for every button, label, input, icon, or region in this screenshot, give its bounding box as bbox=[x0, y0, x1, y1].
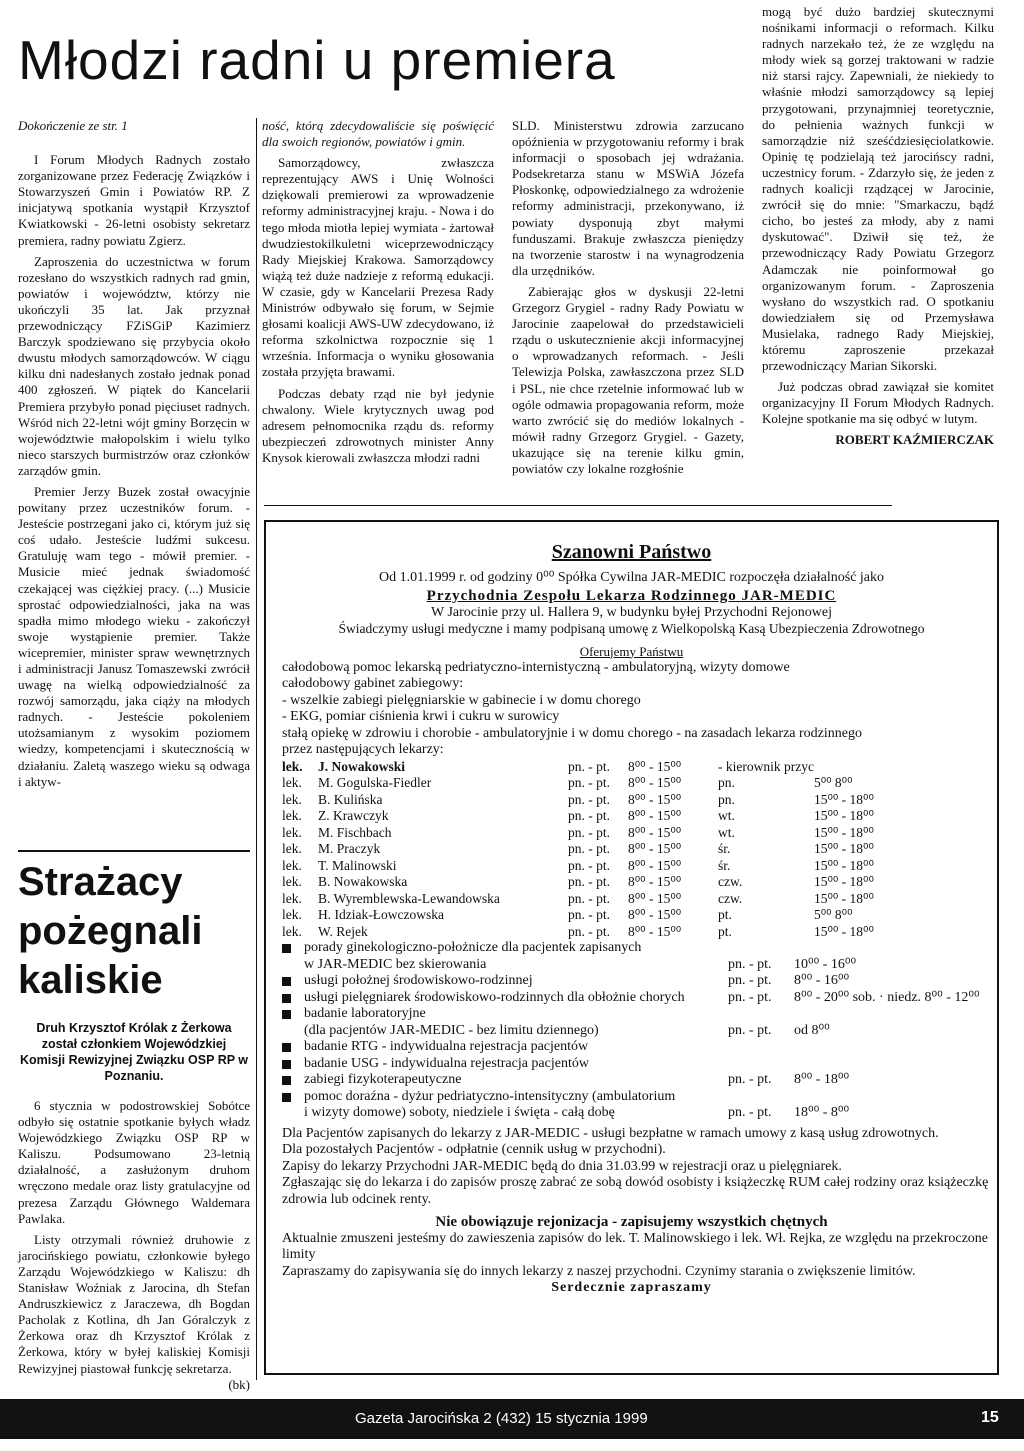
doctor-title: lek. bbox=[282, 758, 303, 774]
doctor-hours: 8⁰⁰ - 15⁰⁰ bbox=[628, 824, 682, 840]
article-paragraph: mogą być dużo bardziej skutecznymi nośnikami informacji o reformach. Kilku radnych narzekało też, że ze względu na młody wiek są gorzej traktowani w radzie niż starsi rajcy. Zapewniali, że niekiedy to właśnie młodzi samorządowcy są lepiej przygotowani, przynajmniej teoretycznie, do pełnienia ważnych funkcji w samorządzie niż sześćdziesięciolatkowie. Opinię tę podzielają też jarocińscy radni, uczestnicy forum. - Zdarzyło się, że jeden z radnych koalicji rządzącej w Jarocinie, zwrócił się do mnie: "Smarkaczu, bądź cicho, bo jesteś za młody, aby z nami dyskutować". Dziwił się też, że przewodniczący Rady Powiatu Grzegorz Adamczak nie poinformował go organizowanym forum. - Zaproszenia wysłano do wszystkich rad. O spotkaniu dowiedziałem się od Przemysława Musielaka, radnego Rady Miejskiej, któremu zaproszenie przekazał przewodniczący Marian Sikorski. bbox=[762, 4, 994, 374]
doctor-hours: 8⁰⁰ - 15⁰⁰ bbox=[628, 808, 682, 823]
extra-days: wt. bbox=[718, 808, 735, 823]
service-days bbox=[728, 1089, 794, 1106]
note-line: Zapisy do lekarzy Przychodni JAR-MEDIC będą do dnia 31.03.99 w rejestracji oraz u pielęgniarek. bbox=[282, 1158, 842, 1174]
doctor-row bbox=[282, 858, 914, 875]
doctor-name: W. Rejek bbox=[318, 923, 368, 939]
left-column bbox=[18, 118, 250, 795]
doctor-days: pn. - pt. bbox=[568, 791, 610, 807]
dateline: Dokończenie ze str. 1 bbox=[18, 118, 128, 133]
doctor-row bbox=[282, 825, 914, 842]
service-text: badanie laboratoryjne bbox=[304, 1006, 426, 1021]
doctor-hours: 8⁰⁰ - 15⁰⁰ bbox=[628, 791, 682, 807]
service-item bbox=[282, 990, 982, 1007]
article-paragraph: Listy otrzymali również druhowie z jarocińskiego powiatu, członkowie byłego Zarządu Wojewódzkiego w Kaliszu: dh Stanisław Woźniak z Jarocina, dh Stefan Andruszkiewicz z Jaraczewa, dh Bogdan Pacholak z Kotlina, dh Jan Góralczyk z Żerkowa oraz dh Krzysztof Królak z Żerkowa, który w byłej kaliskiej Komisji Rewizyjnej piastował funkcję sekretarza. bbox=[18, 1231, 250, 1376]
doctor-name: Z. Krawczyk bbox=[318, 808, 389, 823]
doctor-name: B. Nowakowska bbox=[318, 874, 408, 889]
doctor-row bbox=[282, 792, 914, 809]
service-text: (dla pacjentów JAR-MEDIC - bez limitu dziennego) bbox=[304, 1022, 599, 1038]
service-days: pn. - pt. bbox=[728, 1105, 772, 1120]
byline: ROBERT KAŹMIERCZAK bbox=[835, 432, 994, 448]
service-item bbox=[282, 1089, 982, 1106]
doctor-name: M. Praczyk bbox=[318, 841, 381, 856]
offer-line: całodobową pomoc lekarską pedriatyczno-internistyczną - ambulatoryjną, wizyty domowe bbox=[282, 659, 790, 675]
doctor-row bbox=[282, 759, 914, 776]
doctor-days: pn. - pt. bbox=[568, 824, 610, 840]
service-days: pn. - pt. bbox=[728, 1072, 772, 1087]
service-hours: od 8⁰⁰ bbox=[794, 1022, 830, 1038]
service-text: w JAR-MEDIC bez skierowania bbox=[304, 956, 487, 972]
offer-list bbox=[282, 660, 997, 759]
note-line: Zgłaszając się do lekarza i do zapisów proszę zabrać ze sobą dowód osobisty i książeczkę RUM całej rodziny oraz książeczkę zdrowia lub odcinek renty. bbox=[282, 1175, 989, 1207]
extra-days: pt. bbox=[718, 907, 732, 922]
doctor-title: lek. bbox=[282, 857, 302, 873]
contract-info: Świadczymy usługi medyczne i mamy podpisaną umowę z Wielkopolską Kasą Ubezpieczenia Zdrowotnego bbox=[338, 621, 925, 636]
article-paragraph: Zabierając głos w dyskusji 22-letni Grzegorz Grygiel - radny Rady Powiatu w Jarocinie zaapelował do przedstawicieli rządu o uskutecznienie akcji informacyjnej o wprowadzanych reformach. - Jeśli Telewizja Polska, zawłaszczona przez SLD i PSL, nie chce rzetelnie informować lub w ogóle odmawia propagowania reform, może warto zwrócić się do mediów lokalnych - mówił radny Grzegorz Grygiel. - Gazety, ukazujące się na terenie kilku gmin, powiatów czy lokalne rozgłośnie bbox=[512, 283, 744, 476]
doctor-title: lek. bbox=[282, 824, 302, 840]
article-paragraph: ność, którą zdecydowaliście się poświęcić dla swoich regionów, powiatów i gmin. bbox=[262, 118, 494, 150]
extra-days: czw. bbox=[718, 890, 743, 906]
service-text: usługi położnej środowiskowo-rodzinnej bbox=[304, 973, 533, 988]
column-divider bbox=[256, 118, 257, 1380]
extra-hours bbox=[814, 759, 914, 776]
service-hours: 18⁰⁰ - 8⁰⁰ bbox=[794, 1105, 850, 1120]
article-paragraph: Już podczas obrad zawiązał sie komitet organizacyjny II Forum Młodych Radnych. Kolejne spotkanie ma się odbyć w lutym. bbox=[762, 379, 994, 427]
doctor-days: pn. - pt. bbox=[568, 857, 610, 873]
extra-hours: 5⁰⁰ 8⁰⁰ bbox=[813, 775, 853, 790]
doctor-hours: 8⁰⁰ - 15⁰⁰ bbox=[628, 841, 682, 856]
doctor-title: lek. bbox=[282, 841, 302, 856]
doctor-title: lek. bbox=[282, 907, 302, 922]
article-paragraph: Podczas debaty rząd nie był jedynie chwalony. Wiele krytycznych uwag pod adresem pełnomocnika rządu ds. reformy ubezpieczeń zdrowotnych minister Anny Knysok kierowali zwłaszcza młodzi radni bbox=[262, 385, 494, 465]
square-bullet-icon bbox=[282, 944, 291, 953]
doctor-name: J. Nowakowski bbox=[318, 758, 406, 774]
square-bullet-icon bbox=[282, 1010, 291, 1019]
service-text: zabiegi fizykoterapeutyczne bbox=[304, 1072, 462, 1087]
doctor-hours: 8⁰⁰ - 15⁰⁰ bbox=[628, 758, 682, 774]
extra-hours: 15⁰⁰ - 18⁰⁰ bbox=[813, 890, 874, 906]
jar-medic-advertisement bbox=[264, 520, 999, 1375]
doctor-days: pn. - pt. bbox=[568, 808, 610, 823]
doctor-row bbox=[282, 891, 914, 908]
service-item bbox=[282, 1072, 982, 1089]
service-item bbox=[282, 1056, 982, 1073]
extra-hours: 5⁰⁰ 8⁰⁰ bbox=[813, 907, 853, 922]
doctor-schedule-table bbox=[282, 759, 914, 941]
square-bullet-icon bbox=[282, 1076, 291, 1085]
doctor-days: pn. - pt. bbox=[568, 923, 610, 939]
service-days: pn. - pt. bbox=[728, 956, 772, 972]
service-item bbox=[282, 973, 982, 990]
extra-days: pt. bbox=[718, 923, 732, 939]
doctor-hours: 8⁰⁰ - 15⁰⁰ bbox=[628, 890, 682, 906]
closing-lines bbox=[282, 1231, 997, 1281]
service-text: badanie RTG - indywidualna rejestracja pacjentów bbox=[304, 1039, 589, 1054]
service-hours: 8⁰⁰ - 18⁰⁰ bbox=[794, 1072, 850, 1087]
doctor-title: lek. bbox=[282, 808, 302, 823]
doctor-name: B. Wyremblewska-Lewandowska bbox=[318, 890, 500, 906]
page-footer bbox=[0, 1399, 1024, 1439]
doctor-name: B. Kulińska bbox=[318, 791, 383, 807]
doctor-name: M. Fischbach bbox=[318, 824, 392, 840]
service-hours: 10⁰⁰ - 16⁰⁰ bbox=[794, 956, 857, 972]
extra-hours: 15⁰⁰ - 18⁰⁰ bbox=[813, 824, 874, 840]
page-number: 15 bbox=[981, 1409, 999, 1426]
service-days: pn. - pt. bbox=[728, 1022, 772, 1038]
doctor-row bbox=[282, 874, 914, 891]
closing-line: Aktualnie zmuszeni jesteśmy do zawieszenia zapisów do lek. T. Malinowskiego i lek. Wł. Rejka, ze względu na przekroczone limity bbox=[282, 1230, 988, 1262]
doctor-hours: 8⁰⁰ - 15⁰⁰ bbox=[628, 775, 682, 790]
square-bullet-icon bbox=[282, 1043, 291, 1052]
author-signature: (bk) bbox=[228, 1376, 250, 1392]
section-divider bbox=[264, 505, 892, 506]
service-text: badanie USG - indywidualna rejestracja pacjentów bbox=[304, 1055, 589, 1071]
doctor-hours: 8⁰⁰ - 15⁰⁰ bbox=[628, 874, 682, 889]
fourth-column bbox=[762, 4, 994, 449]
doctor-name: T. Malinowski bbox=[318, 857, 397, 873]
offer-line: całodobowy gabinet zabiegowy: bbox=[282, 676, 464, 691]
doctor-name: H. Idziak-Łowczowska bbox=[318, 907, 444, 922]
second-article-lead: Druh Krzysztof Królak z Żerkowa został członkiem Wojewódzkiej Komisji Rewizyjnej Związku OSP RP w Poznaniu. bbox=[19, 1021, 249, 1083]
service-text: pomoc doraźna - dyżur pedriatyczno-intensityczny (ambulatorium bbox=[304, 1088, 676, 1104]
article-paragraph: Samorządowcy, zwłaszcza reprezentujący AWS i Unię Wolności dziękowali premierowi za wprowadzenie reformy administracyjnej kraju. - Nowa i do tego młoda miotła lepiej wymiata - żartował dwudziestokilkuletni wiceprzewodniczący Rady Miejskiej Krakowa. Samorządowcy wiążą też duże nadzieje z reformą edukacji. W czasie, gdy w Kancelarii Prezesa Rady Ministrów odbywało się forum, w Sejmie głosami koalicji AWS-UW zdecydowano, iż reforma szkolnictwa rozpocznie się 1 września. Informacja o wyniku głosowania została przyjęta brawami. bbox=[262, 155, 494, 380]
doctor-row bbox=[282, 808, 914, 825]
offer-line: przez następujących lekarzy: bbox=[282, 742, 444, 757]
extra-days: śr. bbox=[718, 857, 731, 873]
doctor-days: pn. - pt. bbox=[568, 907, 610, 922]
doctor-title: lek. bbox=[282, 874, 302, 889]
article-paragraph: SLD. Ministerstwu zdrowia zarzucano opóźnienia w przygotowaniu reformy i brak informacji o sposobach jej wdrażania. Podsekretarza stanu w MSWiA Józefa Płoskonkę, odpowiedzialnego za wdrożenie reformy administracji, przekonywano, iż powiaty dysponują zbyt małymi funduszami. Brakuje zwłaszcza pieniędzy na tworzenie starostw i na wynagrodzenia dla urzędników. bbox=[512, 118, 744, 278]
note-line: Dla Pacjentów zapisanych do lekarzy z JAR-MEDIC - usługi bezpłatne w ramach umowy z kasą usług zdrowotnych. bbox=[282, 1125, 939, 1141]
notes bbox=[282, 1126, 997, 1209]
doctor-row bbox=[282, 841, 914, 858]
square-bullet-icon bbox=[282, 1093, 291, 1102]
second-article-headline: Strażacy pożegnali kaliskie bbox=[18, 860, 203, 1002]
service-item bbox=[282, 1006, 982, 1023]
service-days: pn. - pt. bbox=[728, 973, 772, 988]
doctor-name: M. Gogulska-Fiedler bbox=[318, 775, 432, 790]
service-item bbox=[282, 1039, 982, 1056]
doctor-days: pn. - pt. bbox=[568, 758, 610, 774]
second-article-body bbox=[18, 1020, 250, 1393]
article-paragraph: Zaproszenia do uczestnictwa w forum rozesłano do wszystkich radnych rad gmin, powiatów i województw, którzy nie ukończyli 35 lat. Jak przyznał przewodniczący FZiSGiP Kazimierz Barczyk spodziewano się przybycia około dwustu młodych samorządowców. W ciągu kilku dni nadesłanych zostało jednak ponad 400 zgłoszeń. W piątek do Kancelarii Premiera przybyło ponad pięciuset radnych. Wśród nich 22-letni wójt gminy Borzęcin w województwie małopolskim i wielu tylko nieco starszych burmistrzów oraz członków zarządów gmin. bbox=[18, 253, 250, 478]
service-item bbox=[282, 1023, 982, 1040]
square-bullet-icon bbox=[282, 994, 291, 1003]
article-paragraph: 6 stycznia w podostrowskiej Sobótce odbyło się ostatnie spotkanie byłych władz Wojewódzkiego Związku OSP RP w Kaliszu. Podsumowano 23-letnią działalność, a zasłużonym druhom wręczono medale oraz listy gratulacyjne od prezesa Zarządu Głównego Waldemara Pawlaka. bbox=[18, 1098, 250, 1226]
doctor-days: pn. - pt. bbox=[568, 841, 610, 856]
services-list bbox=[282, 940, 982, 1122]
clinic-address: W Jarocinie przy ul. Hallera 9, w budynku byłej Przychodni Rejonowej bbox=[431, 604, 832, 620]
extra-hours: 15⁰⁰ - 18⁰⁰ bbox=[813, 874, 874, 889]
service-hours: 8⁰⁰ - 16⁰⁰ bbox=[794, 973, 850, 988]
offer-line: - EKG, pomiar ciśnienia krwi i cukru w surowicy bbox=[282, 709, 560, 724]
extra-hours: 15⁰⁰ - 18⁰⁰ bbox=[813, 841, 874, 856]
doctor-title: lek. bbox=[282, 923, 302, 939]
second-article bbox=[18, 858, 258, 1005]
offer-line: - wszelkie zabiegi pielęgniarskie w gabinecie i w domu chorego bbox=[282, 692, 641, 708]
rejonizacja-heading: Nie obowiązuje rejonizacja - zapisujemy wszystkich chętnych bbox=[435, 1214, 828, 1230]
service-hours: 8⁰⁰ - 20⁰⁰ sob. · niedz. 8⁰⁰ - 12⁰⁰ bbox=[794, 989, 980, 1005]
extra-days: - kierownik przyc bbox=[718, 758, 814, 774]
service-days bbox=[728, 1056, 794, 1073]
offer-heading: Oferujemy Państwu bbox=[579, 643, 684, 659]
middle-column bbox=[262, 118, 494, 471]
note-line: Dla pozostałych Pacjentów - odpłatnie (cennik usług w przychodni). bbox=[282, 1142, 666, 1157]
service-item bbox=[282, 1105, 982, 1122]
extra-days: pn. bbox=[718, 791, 735, 807]
extra-hours: 15⁰⁰ - 18⁰⁰ bbox=[813, 808, 874, 823]
article-paragraph: Premier Jerzy Buzek został owacyjnie powitany przez uczestników forum. - Jesteście postrzegani jako ci, którym już się coś udało. Jesteście ludźmi sukcesu. Gratuluję wam tego - mówił premier. - Musicie mieć jednak świadomość czekającej was ciężkiej pracy. (...) Musicie sprostać odpowiedzialności, jaka na was spadła mimo młodego wieku - zakończył swoje wystąpienie premier. Także wicepremier, minister spraw wewnętrznych i administracji Janusz Tomaszewski zwrócił uwagę na wielką odpowiedzialność za rozwój samorządu, jaka ciąży na młodych radnych. - Jesteście pokoleniem utożsamianym z wysokim poziomem wiedzy, kompetencjami i skutecznością w działaniu. Zaletą waszego wieku są odwaga i aktyw- bbox=[18, 483, 250, 789]
section-divider bbox=[18, 850, 250, 852]
extra-hours: 15⁰⁰ - 18⁰⁰ bbox=[813, 791, 874, 807]
extra-hours: 15⁰⁰ - 18⁰⁰ bbox=[813, 923, 874, 939]
article-paragraph: I Forum Młodych Radnych zostało zorganizowane przez Federację Związków i Stowarzyszeń Gmin i Powiatów RP. Z inicjatywą spotkania wystąpił Krzysztof Kwiatkowski - 26-letni osobisty sekretarz premiera, radny powiatu Zgierz. bbox=[18, 152, 250, 248]
doctor-title: lek. bbox=[282, 775, 302, 790]
service-text: i wizyty domowe) soboty, niedziele i święta - całą dobę bbox=[304, 1105, 615, 1120]
clinic-name: Przychodnia Zespołu Lekarza Rodzinnego JAR-MEDIC bbox=[426, 587, 837, 604]
publication-info: Gazeta Jarocińska 2 (432) 15 stycznia 1999 bbox=[355, 1410, 648, 1427]
doctor-hours: 8⁰⁰ - 15⁰⁰ bbox=[628, 923, 682, 939]
doctor-hours: 8⁰⁰ - 15⁰⁰ bbox=[628, 907, 682, 922]
doctor-row bbox=[282, 907, 914, 924]
doctor-title: lek. bbox=[282, 890, 302, 906]
square-bullet-icon bbox=[282, 977, 291, 986]
doctor-days: pn. - pt. bbox=[568, 874, 610, 889]
closing-line: Zapraszamy do zapisywania się do innych lekarzy z naszej przychodni. Czynimy starania o zwiększenie limitów. bbox=[282, 1263, 916, 1279]
service-item bbox=[282, 957, 982, 974]
signoff: Serdecznie zapraszamy bbox=[551, 1280, 712, 1295]
extra-days: pn. bbox=[718, 775, 735, 790]
ad-title: Szanowni Państwo bbox=[551, 541, 712, 563]
offer-line: stałą opiekę w zdrowiu i chorobie - ambulatoryjnie i w domu chorego - na zasadach lekarza rodzinnego bbox=[282, 725, 863, 741]
service-text: usługi pielęgniarek środowiskowo-rodzinnych dla obłożnie chorych bbox=[304, 989, 685, 1005]
square-bullet-icon bbox=[282, 1060, 291, 1069]
extra-hours: 15⁰⁰ - 18⁰⁰ bbox=[813, 857, 874, 873]
third-column bbox=[512, 118, 744, 482]
service-days bbox=[728, 940, 794, 957]
doctor-days: pn. - pt. bbox=[568, 890, 610, 906]
doctor-title: lek. bbox=[282, 791, 302, 807]
doctor-row bbox=[282, 924, 914, 941]
doctor-row bbox=[282, 775, 914, 792]
extra-days: czw. bbox=[718, 874, 743, 889]
service-days bbox=[728, 1006, 794, 1023]
page-headline: Młodzi radni u premiera bbox=[18, 29, 616, 91]
service-text: porady ginekologiczno-położnicze dla pacjentek zapisanych bbox=[304, 940, 642, 955]
ad-intro: Od 1.01.1999 r. od godziny 0⁰⁰ Spółka Cywilna JAR-MEDIC rozpoczęła działalność jako bbox=[378, 570, 885, 585]
service-days: pn. - pt. bbox=[728, 989, 772, 1005]
service-item bbox=[282, 940, 982, 957]
extra-days: śr. bbox=[718, 841, 731, 856]
doctor-days: pn. - pt. bbox=[568, 775, 610, 790]
service-days bbox=[728, 1039, 794, 1056]
extra-days: wt. bbox=[718, 824, 735, 840]
doctor-hours: 8⁰⁰ - 15⁰⁰ bbox=[628, 857, 682, 873]
